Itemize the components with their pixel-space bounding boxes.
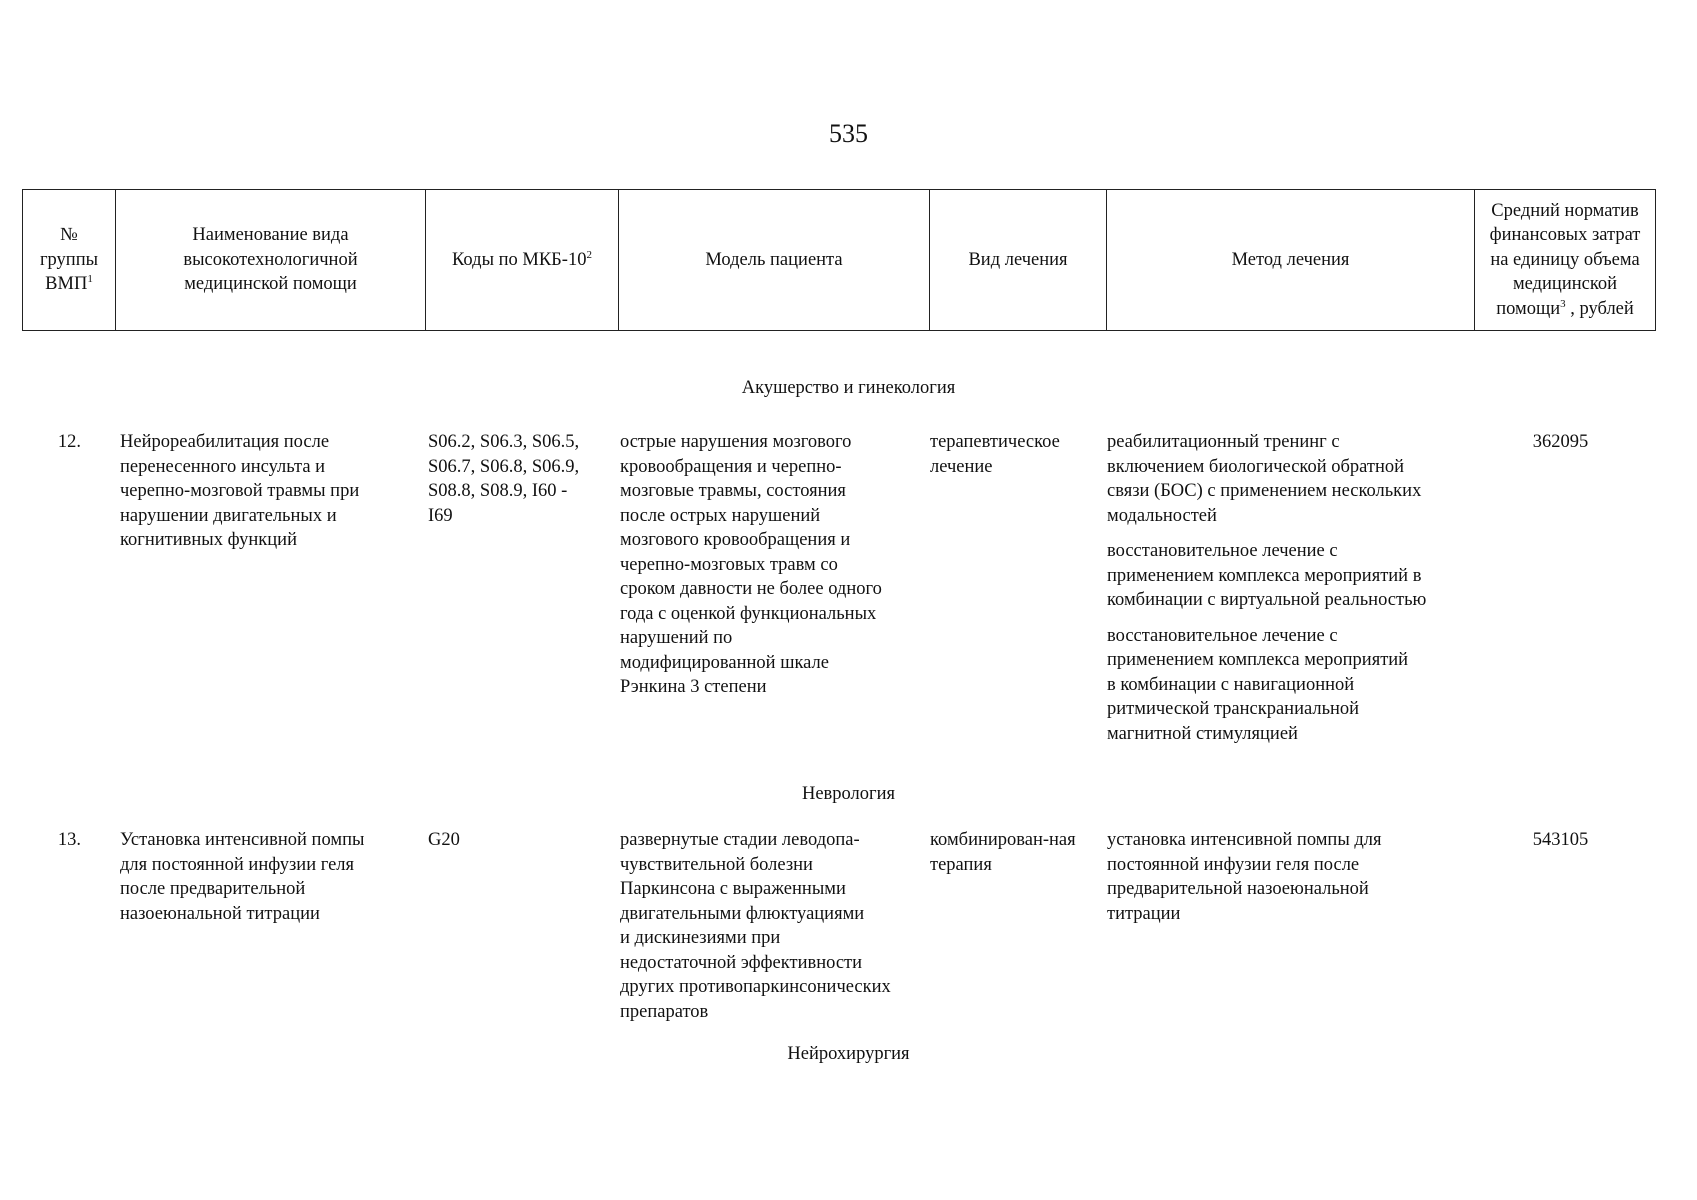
header-treatment-method: Метод лечения xyxy=(1107,190,1475,331)
page-number: 535 xyxy=(829,119,868,148)
table-header xyxy=(22,189,1656,331)
section-title: Нейрохирургия xyxy=(787,1044,910,1064)
treatment-methods xyxy=(1107,430,1477,746)
section-title: Акушерство и гинекология xyxy=(741,378,956,398)
group-number: 13. xyxy=(57,830,81,850)
header-icd-codes: Коды по МКБ-$10^2$ xyxy=(426,190,619,331)
header-treatment-type: Вид лечения xyxy=(930,190,1107,331)
treatment-type: комбинирован-ная терапия xyxy=(930,830,1076,875)
icd-codes: G20 xyxy=(428,830,460,850)
header-care-type-name: Наименование вида высокотехнологичной медицинской помощи xyxy=(116,190,426,331)
group-number: 12. xyxy=(57,432,81,452)
header-group-number: № группы ВМП$^1$ xyxy=(23,190,116,331)
patient-model: развернутые стадии леводопа- чувствительной болезни Паркинсона с выраженными двигательными флюктуациями и дискинезиями при недостаточной эффективности других противопаркинсонических препаратов xyxy=(620,830,891,1022)
treatment-method: восстановительное лечение с применением комплекса мероприятий в комбинации с виртуальной реальностью xyxy=(1107,541,1427,610)
treatment-methods xyxy=(1107,828,1477,926)
care-type-name: Нейрореабилитация после перенесенного инсульта и черепно-мозговой травмы при нарушении двигательных и когнитивных функций xyxy=(120,432,360,550)
care-type-name: Установка интенсивной помпы для постоянной инфузии геля после предварительной назоеюнальной титрации xyxy=(120,830,365,924)
treatment-method: реабилитационный тренинг с включением биологической обратной связи (БОС) с применением нескольких модальностей xyxy=(1107,432,1422,526)
treatment-type: терапевтическое лечение xyxy=(930,432,1060,477)
header-patient-model: Модель пациента xyxy=(619,190,930,331)
treatment-method: восстановительное лечение с применением комплекса мероприятий в комбинации с навигационной ритмической транскраниальной магнитной стимуляцией xyxy=(1107,625,1409,744)
treatment-method: установка интенсивной помпы для постоянной инфузии геля после предварительной назоеюнальной титрации xyxy=(1107,830,1382,924)
header-average-cost: Средний норматив финансовых затрат на единицу объема медицинской помощи$^3$ , рублей xyxy=(1475,190,1656,331)
average-cost: 543105 xyxy=(1532,830,1589,850)
section-title: Неврология xyxy=(801,784,896,804)
patient-model: острые нарушения мозгового кровообращения и черепно- мозговые травмы, состояния после острых нарушений мозгового кровообращения и черепно-мозговых травм со сроком давности не более одного года с оценкой функциональных нарушений по модифицированной шкале Рэнкина 3 степени xyxy=(620,432,882,697)
icd-codes: S06.2, S06.3, S06.5, S06.7, S06.8, S06.9, S08.8, S08.9, I60 - I69 xyxy=(428,432,580,526)
average-cost: 362095 xyxy=(1532,432,1589,452)
